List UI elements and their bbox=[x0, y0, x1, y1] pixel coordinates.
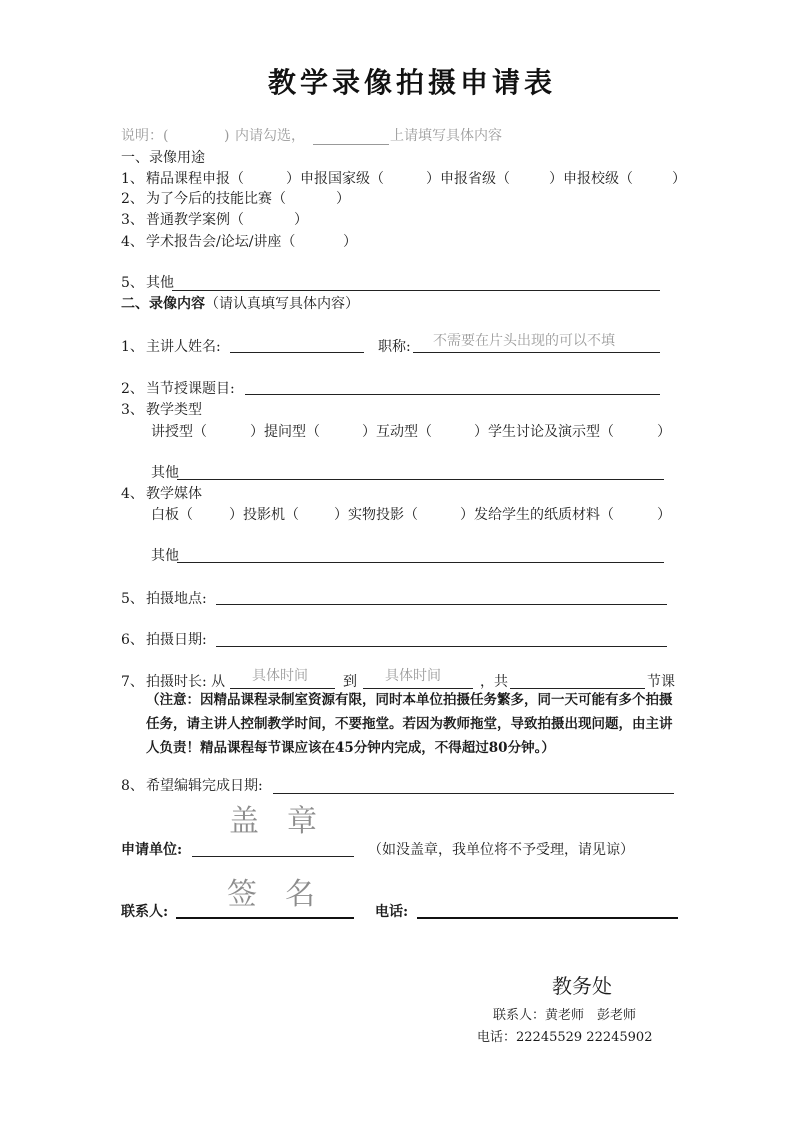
q4-handouts[interactable]: ）发给学生的纸质材料（ bbox=[460, 507, 614, 523]
q3-end: ） bbox=[657, 424, 671, 440]
form-title: 教学录像拍摄申请表 bbox=[268, 66, 557, 99]
item1-national[interactable]: ）申报国家级（ bbox=[286, 171, 384, 187]
section2-heading bbox=[121, 296, 359, 313]
item5-label: 其他 bbox=[146, 275, 174, 291]
q7-to: 到 bbox=[343, 674, 357, 690]
location-field[interactable] bbox=[216, 604, 667, 605]
q6-label: 拍摄日期: bbox=[146, 632, 207, 648]
q7-total: ，共 bbox=[480, 674, 508, 690]
applicant-unit-field[interactable] bbox=[192, 856, 354, 857]
section2-heading-text: 二、录像内容 bbox=[121, 296, 205, 312]
item1-num: 1、 bbox=[121, 171, 144, 187]
q4-other-field[interactable] bbox=[177, 562, 664, 563]
q8-label: 希望编辑完成日期: bbox=[146, 778, 263, 794]
q3-interactive[interactable]: ）互动型（ bbox=[362, 424, 432, 440]
item4-end: ） bbox=[343, 234, 357, 250]
item5-num: 5、 bbox=[121, 275, 144, 291]
item1-school[interactable]: ）申报校级（ bbox=[549, 171, 633, 187]
q4-other-label: 其他 bbox=[151, 548, 179, 564]
item3-label[interactable]: 普通教学案例（ bbox=[146, 212, 244, 228]
stamp-hint: 盖章 bbox=[229, 804, 345, 839]
unit-label: 申请单位: bbox=[121, 842, 183, 858]
q7-label: 拍摄时长: 从 bbox=[146, 674, 226, 690]
q3-num: 3、 bbox=[121, 402, 144, 418]
item1-label[interactable]: 精品课程申报（ bbox=[146, 171, 244, 187]
q8-num: 8、 bbox=[121, 778, 144, 794]
item1-provincial[interactable]: ）申报省级（ bbox=[426, 171, 510, 187]
q7-unit: 节课 bbox=[647, 674, 675, 690]
unit-note: （如没盖章，我单位将不予受理，请见谅） bbox=[368, 842, 634, 858]
from-hint: 具体时间 bbox=[252, 668, 308, 684]
q4-label: 教学媒体 bbox=[146, 486, 202, 502]
speaker-name-field[interactable] bbox=[230, 352, 364, 353]
item4-label[interactable]: 学术报告会/论坛/讲座（ bbox=[146, 234, 296, 250]
phone-field[interactable] bbox=[417, 917, 678, 919]
q2-label: 当节授课题目: bbox=[146, 381, 235, 397]
title-hint: 不需要在片头出现的可以不填 bbox=[433, 333, 615, 349]
to-hint: 具体时间 bbox=[385, 668, 441, 684]
office-contacts: 联系人：黄老师 彭老师 bbox=[493, 1008, 637, 1023]
edit-date-field[interactable] bbox=[273, 793, 674, 794]
q1-num: 1、 bbox=[121, 339, 144, 355]
item2-end: ） bbox=[336, 191, 350, 207]
q7-num: 7、 bbox=[121, 674, 144, 690]
speaker-title-field[interactable] bbox=[413, 352, 660, 353]
instructions-blank-sample bbox=[313, 144, 389, 145]
q7-note: （注意：因精品课程录制室资源有限，同时本单位拍摄任务繁多，同一天可能有多个拍摄任务，请主讲人控制教学时间，不要拖堂。若因为教师拖堂，导致拍摄出现问题，由主讲人负责！精品课程每节课应该在45分钟内完成，不得超过80分钟。） bbox=[146, 692, 673, 756]
item5-other-field[interactable] bbox=[172, 290, 660, 291]
item1-end: ） bbox=[672, 171, 686, 187]
instructions-check-text: 内请勾选， bbox=[235, 128, 305, 144]
lesson-topic-field[interactable] bbox=[245, 394, 660, 395]
q3-questioning[interactable]: ）提问型（ bbox=[250, 424, 320, 440]
section1-heading: 一、录像用途 bbox=[121, 150, 205, 166]
contact-label: 联系人: bbox=[121, 904, 169, 920]
section2-heading-note: （请认真填写具体内容） bbox=[205, 296, 359, 312]
office-name: 教务处 bbox=[552, 974, 612, 998]
item4-num: 4、 bbox=[121, 234, 144, 250]
q3-label: 教学类型 bbox=[146, 402, 202, 418]
instructions-blank-text: 上请填写具体内容 bbox=[390, 128, 502, 144]
instructions-paren-close: ) bbox=[224, 128, 230, 144]
q1-title-label: 职称: bbox=[378, 339, 411, 355]
q4-num: 4、 bbox=[121, 486, 144, 502]
q2-num: 2、 bbox=[121, 381, 144, 397]
q3-other-field[interactable] bbox=[177, 479, 664, 480]
q4-projector[interactable]: ）投影机（ bbox=[229, 507, 299, 523]
q4-end: ） bbox=[657, 507, 671, 523]
phone-label: 电话: bbox=[375, 904, 409, 920]
contact-field[interactable] bbox=[176, 917, 354, 919]
shoot-date-field[interactable] bbox=[216, 646, 667, 647]
q3-lecture[interactable]: 讲授型（ bbox=[151, 424, 207, 440]
q1-label: 主讲人姓名: bbox=[146, 339, 221, 355]
item2-label[interactable]: 为了今后的技能比赛（ bbox=[146, 191, 286, 207]
item3-end: ） bbox=[294, 212, 308, 228]
q4-whiteboard[interactable]: 白板（ bbox=[151, 507, 193, 523]
q6-num: 6、 bbox=[121, 632, 144, 648]
sign-hint: 签名 bbox=[227, 877, 343, 912]
office-phones: 电话：22245529 22245902 bbox=[477, 1030, 653, 1045]
q4-document-camera[interactable]: ）实物投影（ bbox=[334, 507, 418, 523]
q3-other-label: 其他 bbox=[151, 465, 179, 481]
q5-label: 拍摄地点: bbox=[146, 591, 207, 607]
instructions-prefix: 说明：( bbox=[121, 128, 169, 144]
item2-num: 2、 bbox=[121, 191, 144, 207]
q5-num: 5、 bbox=[121, 591, 144, 607]
q3-discussion[interactable]: ）学生讨论及演示型（ bbox=[474, 424, 614, 440]
item3-num: 3、 bbox=[121, 212, 144, 228]
